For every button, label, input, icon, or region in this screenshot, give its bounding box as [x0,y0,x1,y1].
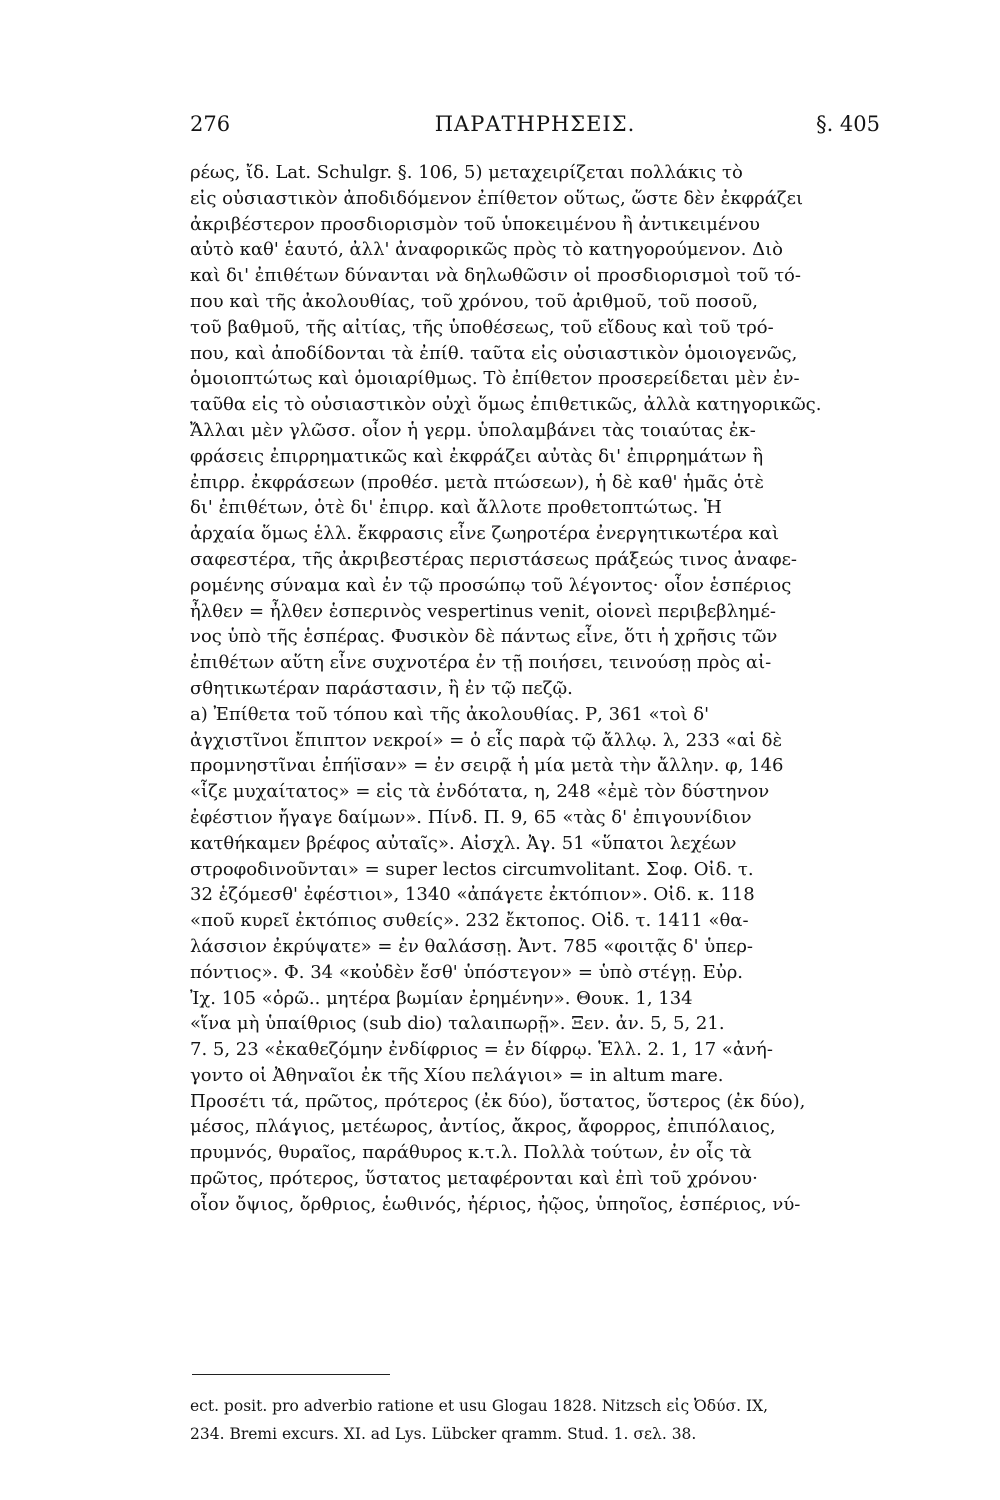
text-line: καὶ δι' ἐπιθέτων δύνανται νὰ δηλωθῶσιν οἱ προσδιορισμοὶ τοῦ τό- [190,265,801,287]
text-line: προμνηστῖναι ἐπήϊσαν» = ἐν σειρᾷ ἡ μία μετὰ τὴν ἄλλην. φ, 146 [190,755,784,777]
text-line: «ἷζε μυχαίτατος» = εἰς τὰ ἐνδότατα, η, 248 «ἐμὲ τὸν δύστηνον [190,781,770,803]
text-line: πόντιος». Φ. 34 «κοὐδὲν ἔσθ' ὑπόστεγον» = ὑπὸ στέγῃ. Εὐρ. [190,961,744,983]
page-number: 276 [190,112,231,136]
text-line: λάσσιον ἐκρύψατε» = ἐν θαλάσσῃ. Ἀντ. 785 «φοιτᾷς δ' ὑπερ- [190,935,754,957]
text-line: Ἄλλαι μὲν γλῶσσ. οἷον ἡ γερμ. ὑπολαμβάνει τὰς τοιαύτας ἐκ- [190,419,756,441]
text-line: αὐτὸ καθ' ἑαυτό, ἀλλ' ἀναφορικῶς πρὸς τὸ κατηγορούμενον. Διὸ [190,239,783,261]
text-line: νος ὑπὸ τῆς ἑσπέρας. Φυσικὸν δὲ πάντως εἶνε, ὅτι ἡ χρῆσις τῶν [190,626,778,648]
text-line: φράσεις ἐπιρρηματικῶς καὶ ἐκφράζει αὐτὰς δι' ἐπιρρημάτων ἢ [190,445,764,467]
text-line: «ποῦ κυρεῖ ἐκτόπιος συθείς». 232 ἔκτοπος. Οἰδ. τ. 1411 «θα- [190,910,749,932]
text-line: γοντο οἱ Ἀθηναῖοι ἐκ τῆς Χίου πελάγιοι» = in altum mare. [190,1064,724,1086]
text-line: ἦλθεν = ἦλθεν ἑσπερινὸς vespertinus venit, οἱονεὶ περιβεβλημέ- [190,600,776,622]
text-line: Προσέτι τά, πρῶτος, πρότερος (ἐκ δύο), ὕστατος, ὕστερος (ἐκ δύο), [190,1090,806,1112]
text-line: a) Ἐπίθετα τοῦ τόπου καὶ τῆς ἀκολουθίας. Ρ, 361 «τοὶ δ' [190,703,710,725]
text-line: ὁμοιοπτώτως καὶ ὁμοιαρίθμως. Τὸ ἐπίθετον προσερείδεται μὲν ἐν- [190,368,800,390]
text-line: μέσος, πλάγιος, μετέωρος, ἀντίος, ἄκρος, ἄφορρος, ἐπιπόλαιος, [190,1116,776,1138]
text-line: τοῦ βαθμοῦ, τῆς αἰτίας, τῆς ὑποθέσεως, τοῦ εἴδους καὶ τοῦ τρό- [190,316,774,338]
text-line: ἀκριβέστερον προσδιορισμὸν τοῦ ὑποκειμένου ἢ ἀντικειμένου [190,213,760,235]
text-line: σαφεστέρα, τῆς ἀκριβεστέρας περιστάσεως πράξεώς τινος ἀναφε- [190,548,797,570]
text-line: ταῦθα εἰς τὸ οὐσιαστικὸν οὐχὶ ὅμως ἐπιθετικῶς, ἀλλὰ κατηγορικῶς. [190,394,822,416]
text-line: ἀρχαία ὅμως ἑλλ. ἔκφρασις εἶνε ζωηροτέρα ἐνεργητικωτέρα καὶ [190,523,780,545]
section-reference: §. 405 [816,112,880,136]
text-line: 32 ἑζόμεσθ' ἐφέστιοι», 1340 «ἀπάγετε ἐκτόπιον». Οἰδ. κ. 118 [190,884,755,906]
text-line: ἐπιθέτων αὕτη εἶνε συχνοτέρα ἐν τῇ ποιήσει, τεινούσῃ πρὸς αἰ- [190,652,772,674]
text-line: που, καὶ ἀποδίδονται τὰ ἐπίθ. ταῦτα εἰς οὐσιαστικὸν ὁμοιογενῶς, [190,342,798,364]
footnote-line: 234. Bremi excurs. XI. ad Lys. Lübcker qramm. Stud. 1. σελ. 38. [190,1425,697,1443]
running-title: ΠΑΡΑΤΗΡΗΣΕΙΣ. [434,112,636,136]
page-header [190,112,880,148]
text-line: ρέως, ἴδ. Lat. Schulgr. §. 106, 5) μεταχειρίζεται πολλάκις τὸ [190,162,743,183]
text-line: κατθήκαμεν βρέφος αὐταῖς». Αἰσχλ. Ἀγ. 51 «ὕπατοι λεχέων [190,832,737,854]
text-line: Ἰχ. 105 «ὁρῶ.. μητέρα βωμίαν ἐρημένην». Θουκ. 1, 134 [190,987,693,1009]
text-line: εἰς οὐσιαστικὸν ἀποδιδόμενον ἐπίθετον οὕτως, ὥστε δὲν ἐκφράζει [190,187,804,209]
text-line: «ἵνα μὴ ὑπαίθριος (sub dio) ταλαιπωρῇ». Ξεν. ἀν. 5, 5, 21. [190,1013,725,1035]
footnote-line: ect. posit. pro adverbio ratione et usu Glogau 1828. Nitzsch εἰς Ὀδύσ. IX, [190,1397,769,1415]
footnotes [190,1392,890,1448]
text-line: δι' ἐπιθέτων, ὁτὲ δι' ἐπιρρ. καὶ ἄλλοτε προθετοπτώτως. Ἡ [190,497,722,519]
footnote-divider [192,1374,390,1375]
text-line: ἐφέστιον ἤγαγε δαίμων». Πίνδ. Π. 9, 65 «τὰς δ' ἐπιγουνίδιον [190,806,752,828]
text-line: που καὶ τῆς ἀκολουθίας, τοῦ χρόνου, τοῦ ἀριθμοῦ, τοῦ ποσοῦ, [190,290,758,312]
text-line: ἀγχιστῖνοι ἔπιπτον νεκροί» = ὁ εἷς παρὰ τῷ ἄλλῳ. λ, 233 «αἱ δὲ [190,729,783,751]
text-line: ρομένης σύναμα καὶ ἐν τῷ προσώπῳ τοῦ λέγοντος· οἷον ἑσπέριος [190,574,792,596]
text-line: στροφοδινοῦνται» = super lectos circumvolitant. Σοφ. Οἰδ. τ. [190,858,754,880]
text-line: 7. 5, 23 «ἐκαθεζόμην ἐνδίφριος = ἐν δίφρῳ. Ἑλλ. 2. 1, 17 «ἀνή- [190,1039,773,1061]
body-text [190,160,890,1218]
text-line: οἷον ὄψιος, ὄρθριος, ἑωθινός, ἠέριος, ἠῷος, ὑπηοῖος, ἑσπέριος, νύ- [190,1193,801,1215]
text-line: σθητικωτέραν παράστασιν, ἢ ἐν τῷ πεζῷ. [190,677,573,699]
text-line: πρῶτος, πρότερος, ὕστατος μεταφέρονται καὶ ἐπὶ τοῦ χρόνου· [190,1168,758,1190]
text-line: πρυμνός, θυραῖος, παράθυρος κ.τ.λ. Πολλὰ τούτων, ἐν οἷς τὰ [190,1142,752,1164]
text-line: ἐπιρρ. ἐκφράσεων (προθέσ. μετὰ πτώσεων), ἡ δὲ καθ' ἡμᾶς ὁτὲ [190,471,765,493]
